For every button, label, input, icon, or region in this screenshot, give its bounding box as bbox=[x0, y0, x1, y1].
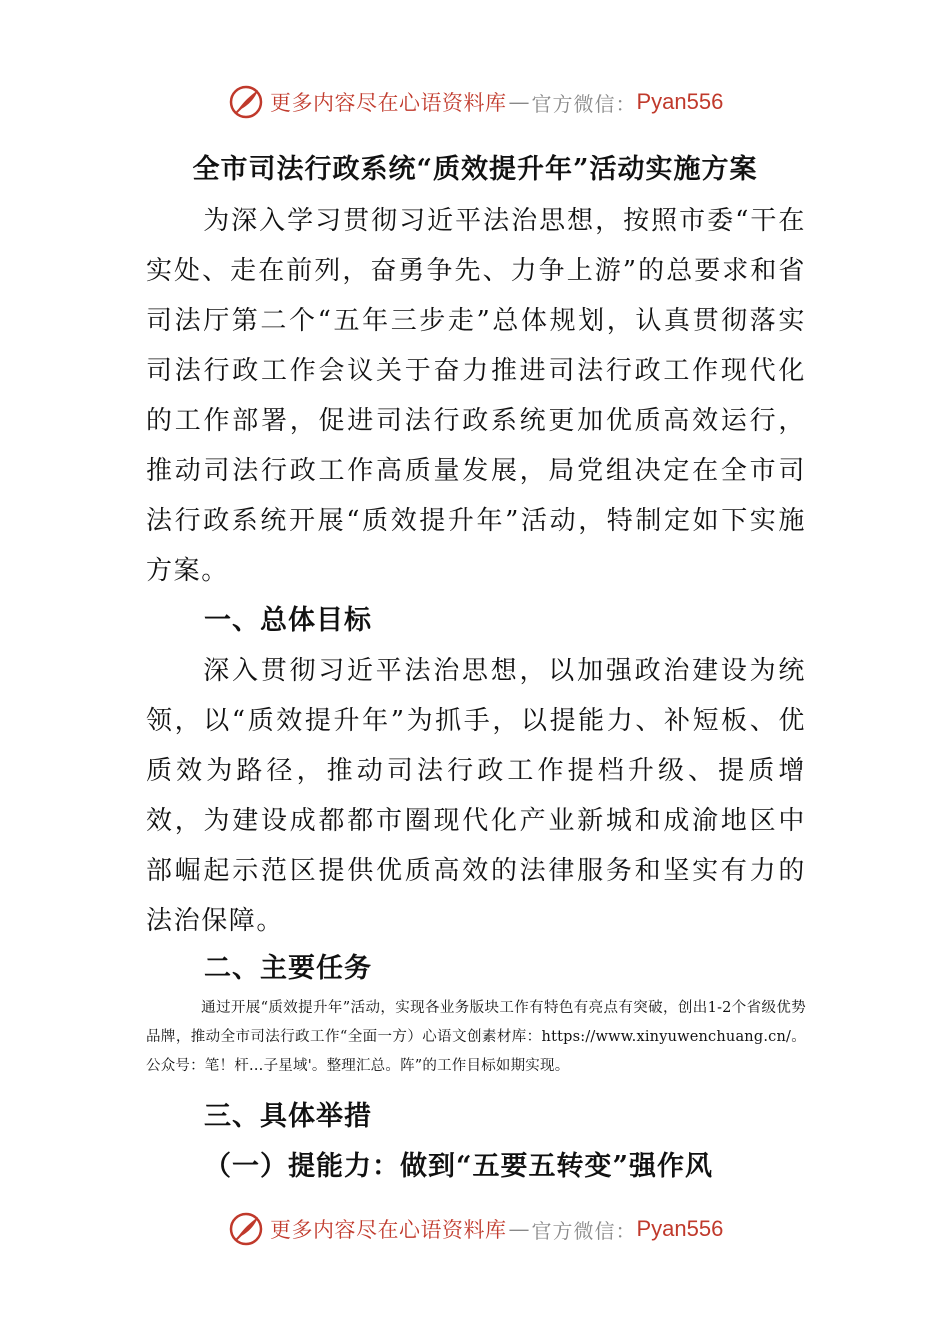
watermark-wechat-label: 官方微信： bbox=[531, 91, 637, 116]
quill-logo-icon bbox=[228, 84, 264, 120]
section3-block bbox=[146, 1092, 806, 1192]
intro-block bbox=[146, 196, 806, 596]
watermark-wechat-id: Pyan556 bbox=[636, 1216, 724, 1241]
intro-paragraph: 为深入学习贯彻习近平法治思想，按照市委“干在实处、走在前列，奋勇争先、力争上游”的总要求和省司法厅第二个“五年三步走”总体规划，认真贯彻落实司法行政工作会议关于奋力推进司法行政工作现代化的工作部署，促进司法行政系统更加优质高效运行，推动司法行政工作高质量发展，局党组决定在全市司法行政系统开展“质效提升年”活动，特制定如下实施方案。 bbox=[146, 206, 806, 586]
section1-paragraph: 深入贯彻习近平法治思想，以加强政治建设为统领，以“质效提升年”为抓手，以提能力、补短板、优质效为路径，推动司法行政工作提档升级、提质增效，为建设成都都市圈现代化产业新城和成渝地区中部崛起示范区提供优质高效的法律服务和坚实有力的法治保障。 bbox=[146, 656, 806, 936]
document-title: 全市司法行政系统“质效提升年”活动实施方案 bbox=[192, 154, 758, 185]
section1-block bbox=[146, 596, 806, 946]
section1-heading: 一、总体目标 bbox=[204, 605, 372, 636]
section3-subheading-1: （一）提能力：做到“五要五转变”强作风 bbox=[204, 1151, 714, 1182]
watermark-banner-top bbox=[228, 82, 723, 122]
watermark-wechat-id: Pyan556 bbox=[636, 89, 724, 114]
watermark-banner-bottom bbox=[228, 1209, 723, 1249]
watermark-dash: — bbox=[508, 90, 530, 114]
watermark-dash: — bbox=[508, 1217, 530, 1241]
quill-logo-icon bbox=[228, 1211, 264, 1247]
section3-heading: 三、具体举措 bbox=[204, 1101, 372, 1132]
watermark-site-name: 更多内容尽在心语资料库 bbox=[270, 1218, 507, 1242]
watermark-wechat-label: 官方微信： bbox=[531, 1218, 637, 1243]
section2-heading: 二、主要任务 bbox=[204, 953, 372, 984]
section2-paragraph: 通过开展“质效提升年”活动，实现各业务版块工作有特色有亮点有突破，创出1-2个省级优势品牌，推动全市司法行政工作“全面一方）心语文创素材库：https://www.xinyuwenchuang.cn/。公众号：笔！杆…子星域'。整理汇总。阵”的工作目标如期实现。 bbox=[146, 1000, 806, 1074]
section2-block bbox=[146, 944, 806, 1081]
watermark-site-name: 更多内容尽在心语资料库 bbox=[270, 91, 507, 115]
